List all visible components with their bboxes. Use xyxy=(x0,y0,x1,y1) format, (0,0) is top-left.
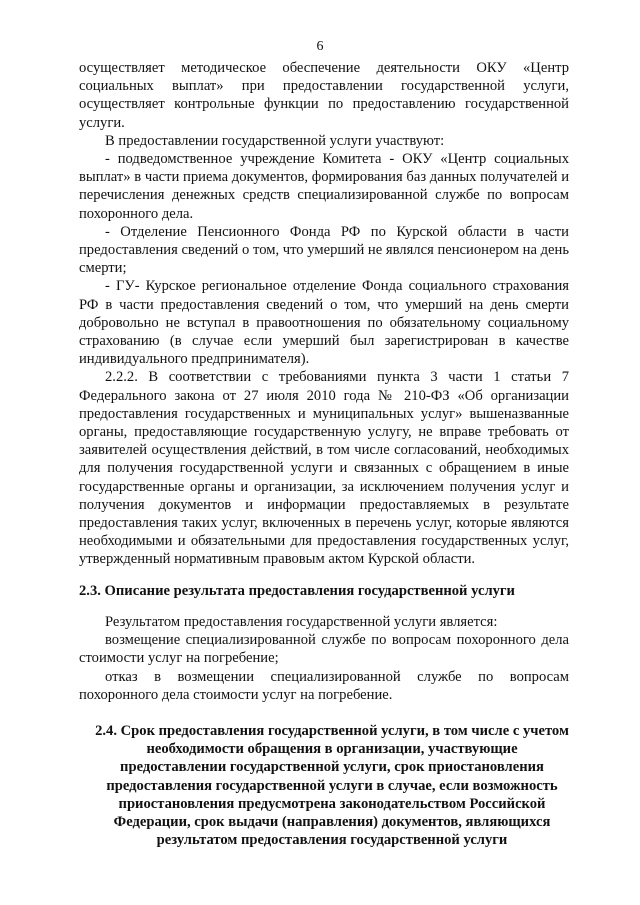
section-heading-2-3: 2.3. Описание результата предоставления государственной услуги xyxy=(79,582,515,599)
paragraph: возмещение специализированной службе по вопросам похоронного дела стоимости услуг на погребение; xyxy=(79,632,569,667)
paragraph: 2.2.2. В соответствии с требованиями пункта 3 части 1 статьи 7 Федерального закона от 27 июля 2010 года № 210-ФЗ «Об организации предоставления государственных и муниципальных услуг» вышеназванные органы, предоставляющие государственную услугу, не вправе требовать от заявителей осуществления действий, в том числе согласований, необходимых для получения государственной услуги и связанных с обращением в иные государственные органы и организации, за исключением получения услуг и получения документов и информации предоставляемых в результате предоставления таких услуг, включенных в перечень услуг, которые являются необходимыми и обязательными для предоставления государственных услуг, утвержденный нормативным правовым актом Курской области. xyxy=(79,369,569,568)
document-body xyxy=(79,59,569,849)
paragraph: осуществляет методическое обеспечение деятельности ОКУ «Центр социальных выплат» при предоставлении государственной услуги, осуществляет контрольные функции по предоставлению государственной услуги. xyxy=(79,60,569,131)
section-heading-2-4: 2.4. Срок предоставления государственной услуги, в том числе с учетом необходимости обращения в организации, участвующие предоставлении государственной услуги, срок приостановления предоставления государственной услуги в случае, если возможность приостановления предусмотрена законодательством Российской Федерации, срок выдачи (направления) документов, являющихся результатом предоставления государственной услуги xyxy=(95,722,569,849)
paragraph: - Отделение Пенсионного Фонда РФ по Курской области в части предоставления сведений о том, что умерший не являлся пенсионером на день смерти; xyxy=(79,223,569,277)
page-number: 6 xyxy=(316,39,324,54)
paragraph: Результатом предоставления государственной услуги является: xyxy=(105,613,498,630)
paragraph: - ГУ- Курское региональное отделение Фонда социального страхования РФ в части предоставления сведений о том, что умерший на день смерти добровольно не вступал в правоотношения по обязательному социальному страхованию (в случае если умерший был зарегистрирован в качестве индивидуального предпринимателя). xyxy=(79,278,569,368)
paragraph: отказ в возмещении специализированной службе по вопросам похоронного дела стоимости услуг на погребение. xyxy=(79,668,569,703)
paragraph: В предоставлении государственной услуги участвуют: xyxy=(105,132,445,149)
paragraph: - подведомственное учреждение Комитета - ОКУ «Центр социальных выплат» в части приема документов, формирования баз данных получателей и перечисления денежных средств специализированной службе по вопросам похоронного дела. xyxy=(79,151,569,222)
